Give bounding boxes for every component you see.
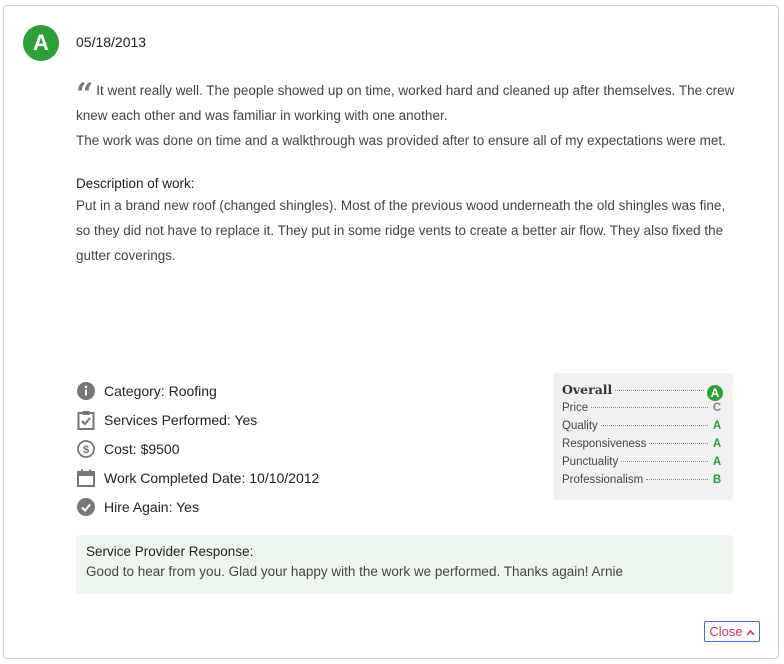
grade-quality: Quality A xyxy=(562,420,722,432)
review-facts xyxy=(76,376,319,521)
review-comment-1: “ It went really well. The people showed up on time, worked hard and cleaned up after themselves. The crew knew each other and was familiar in working with one another. xyxy=(76,77,735,123)
grade-overall: Overall A xyxy=(562,382,723,402)
reviewer-avatar: A xyxy=(23,25,59,61)
quote-icon: “ xyxy=(76,77,94,112)
provider-response xyxy=(76,535,733,594)
review-date: 05/18/2013 xyxy=(76,34,147,50)
svg-text:$: $ xyxy=(82,443,90,456)
fact-hire-again: Hire Again: Yes xyxy=(76,492,319,521)
fact-work-completed-date: Work Completed Date: 10/10/2012 xyxy=(76,463,319,492)
fact-cost: $ Cost: $9500 xyxy=(76,434,319,463)
grade-punctuality: Punctuality A xyxy=(562,456,722,468)
calendar-icon xyxy=(76,468,96,488)
info-icon xyxy=(76,381,96,401)
grade-price: Price C xyxy=(562,402,722,414)
dollar-icon xyxy=(76,439,96,459)
review-content xyxy=(76,78,736,268)
grades-panel xyxy=(553,373,733,500)
description-label: Description of work: xyxy=(76,176,195,191)
review-card xyxy=(3,5,779,659)
grade-professionalism: Professionalism B xyxy=(562,474,722,486)
chevron-up-icon xyxy=(746,624,755,639)
fact-services-performed: Services Performed: Yes xyxy=(76,405,319,434)
review-comment-2: The work was done on time and a walkthrough was provided after to ensure all of my expectations were met. xyxy=(76,133,726,148)
check-circle-icon xyxy=(76,497,96,517)
provider-response-label: Service Provider Response: xyxy=(86,544,254,559)
grade-responsiveness: Responsiveness A xyxy=(562,438,722,450)
dotted-leader xyxy=(615,390,704,391)
close-label: Close xyxy=(709,624,743,639)
clipboard-check-icon xyxy=(76,410,96,430)
fact-category: Category: Roofing xyxy=(76,376,319,405)
close-button[interactable] xyxy=(704,621,760,642)
provider-response-text: Good to hear from you. Glad your happy with the work we performed. Thanks again! Arnie xyxy=(86,564,624,579)
description-text: Put in a brand new roof (changed shingles). Most of the previous wood underneath the old shingles was fine, so they did not have to replace it. They put in some ridge vents to create a better air flow. They also fixed the gutter coverings. xyxy=(76,198,726,263)
overall-grade-badge: A xyxy=(707,385,723,401)
